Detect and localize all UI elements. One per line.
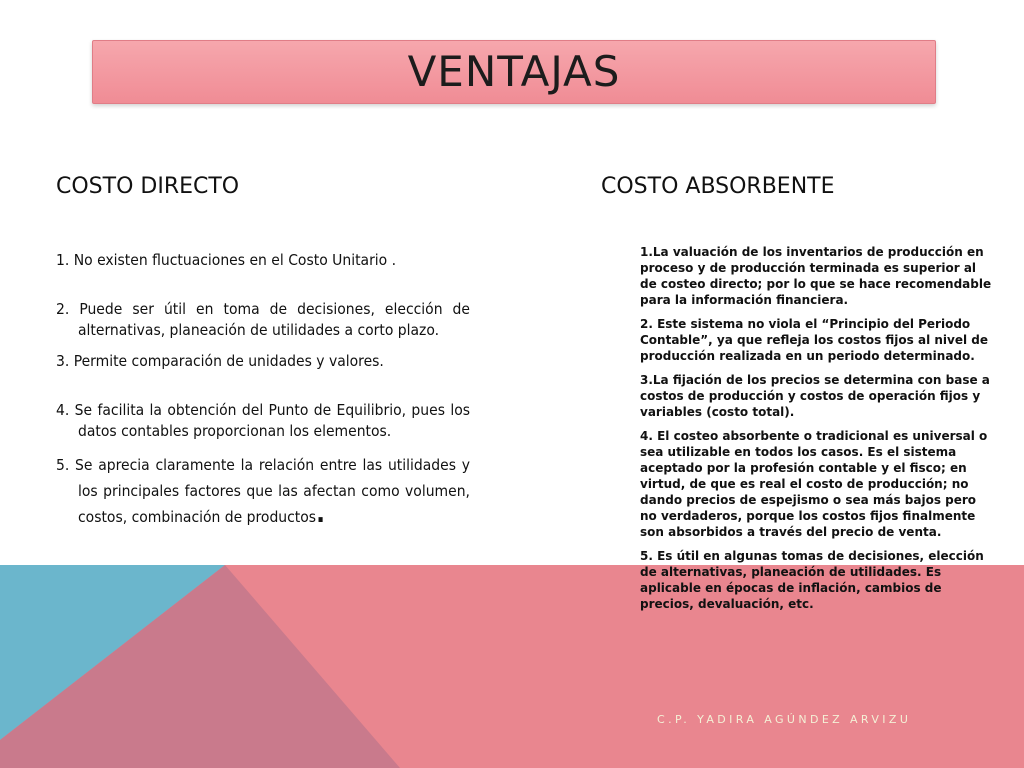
list-item-text: 5. Se aprecia claramente la relación entre las utilidades y los principales factores que las afectan como volumen, costos, combinación de productos — [56, 456, 470, 526]
list-item: 5. Es útil en algunas tomas de decisiones, elección de alternativas, planeación de utilidades. Es aplicable en épocas de inflación, cambios de precios, devaluación, etc. — [640, 549, 984, 611]
list-item-period: . — [316, 499, 325, 529]
list-item: 3. Permite comparación de unidades y valores. — [56, 352, 384, 370]
list-item: 4. El costeo absorbente o tradicional es universal o sea utilizable en todos los casos. Es el sistema aceptado por la profesión contable y el fisco; en virtud, de que es real el costo de producción; no dando precios de espejismo o sea más bajos pero no verdaderos, porque los costos fijos finalmente son absorbidos a través del precio de venta. — [640, 429, 988, 539]
list-item: 3.La fijación de los precios se determina con base a costos de producción y costos de operación fijos y variables (costo total). — [640, 373, 990, 419]
left-column — [56, 250, 470, 530]
list-item: 1. No existen fluctuaciones en el Costo Unitario . — [56, 251, 397, 269]
right-column — [640, 244, 992, 620]
list-item — [56, 452, 470, 530]
list-item: 1.La valuación de los inventarios de producción en proceso y de producción terminada es superior al de costeo directo; por lo que se hace recomendable para la información financiera. — [640, 245, 992, 307]
page-title: VENTAJAS — [407, 47, 621, 96]
title-banner — [92, 40, 936, 104]
list-item: 2. Este sistema no viola el “Principio del Periodo Contable”, ya que refleja los costos fijos al nivel de producción realizada en un periodo determinado. — [640, 317, 988, 363]
footer-author: C.P. YADIRA AGÚNDEZ ARVIZU — [657, 713, 912, 726]
left-column-heading: COSTO DIRECTO — [56, 174, 240, 199]
right-column-heading: COSTO ABSORBENTE — [601, 174, 835, 199]
list-item: 4. Se facilita la obtención del Punto de Equilibrio, pues los datos contables proporcionan los elementos. — [56, 401, 470, 440]
list-item: 2. Puede ser útil en toma de decisiones, elección de alternativas, planeación de utilidades a corto plazo. — [56, 300, 470, 339]
